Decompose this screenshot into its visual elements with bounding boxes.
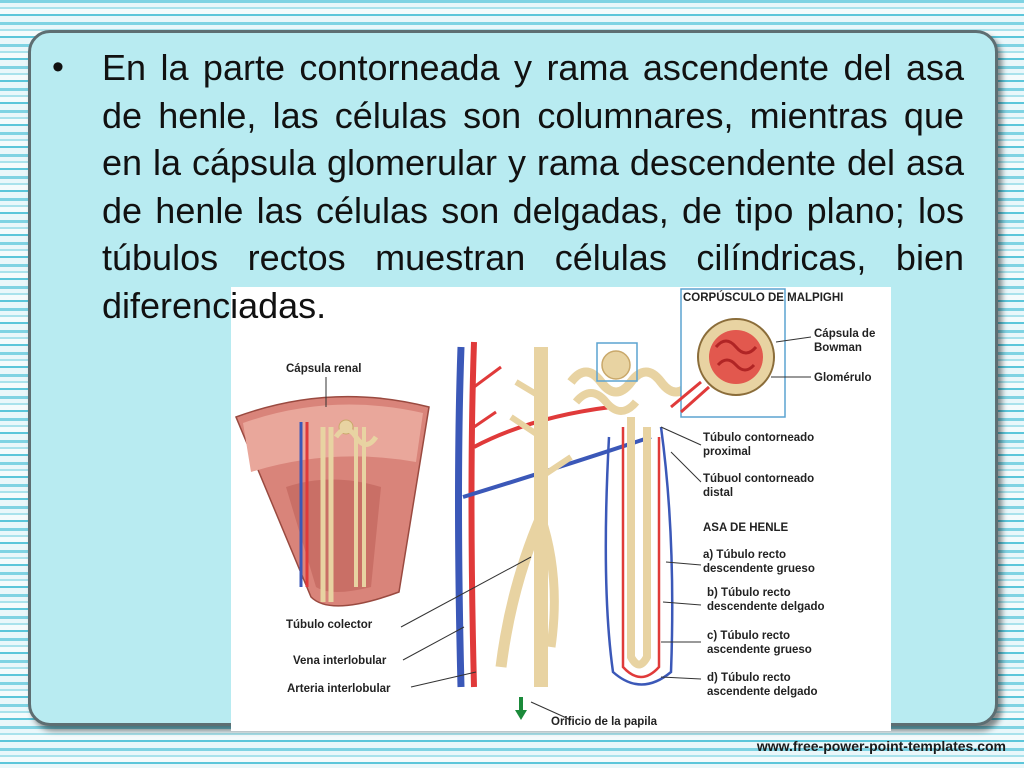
collecting-duct <box>501 347 571 720</box>
nephron-svg <box>231 287 891 731</box>
label-tcd-1: Túbuol contorneado <box>703 473 815 485</box>
kidney-section <box>236 397 429 606</box>
bullet-paragraph <box>52 44 964 329</box>
label-d-2: ascendente delgado <box>707 686 818 698</box>
label-tcd-2: distal <box>703 487 734 499</box>
label-corpusculo: CORPÚSCULO DE MALPIGHI <box>683 292 844 304</box>
label-c-1: c) Túbulo recto <box>707 630 791 642</box>
label-tcp-1: Túbulo contorneado <box>703 432 815 444</box>
bullet-text: En la parte contorneada y rama ascendente del asa de henle, las células son columnares, mientras que en la cápsula glomerular y rama descendente del asa de henle las células son delgadas, de tipo plano; los túbulos rectos muestran células cilíndricas, bien diferenciadas. <box>102 47 964 326</box>
label-d-1: d) Túbulo recto <box>707 672 791 684</box>
nephron-diagram <box>231 287 891 731</box>
loop-of-henle <box>571 343 691 685</box>
label-b-1: b) Túbulo recto <box>707 587 791 599</box>
label-orificio: Orificio de la papila <box>551 716 658 728</box>
label-tcp-2: proximal <box>703 446 751 458</box>
bullet-icon: • <box>52 48 64 86</box>
label-b-2: descendente delgado <box>707 601 825 613</box>
label-capsula-renal: Cápsula renal <box>286 363 362 375</box>
label-vena: Vena interlobular <box>293 655 387 667</box>
footer-url: www.free-power-point-templates.com <box>756 738 1006 754</box>
label-a-1: a) Túbulo recto <box>703 549 787 561</box>
label-a-2: descendente grueso <box>703 563 815 575</box>
label-bowman-1: Cápsula de <box>814 328 876 340</box>
label-c-2: ascendente grueso <box>707 644 812 656</box>
label-bowman-2: Bowman <box>814 342 862 354</box>
label-arteria: Arteria interlobular <box>287 683 391 695</box>
label-glomerulo: Glomérulo <box>814 372 872 384</box>
label-asa: ASA DE HENLE <box>703 522 789 534</box>
label-colector: Túbulo colector <box>286 619 373 631</box>
